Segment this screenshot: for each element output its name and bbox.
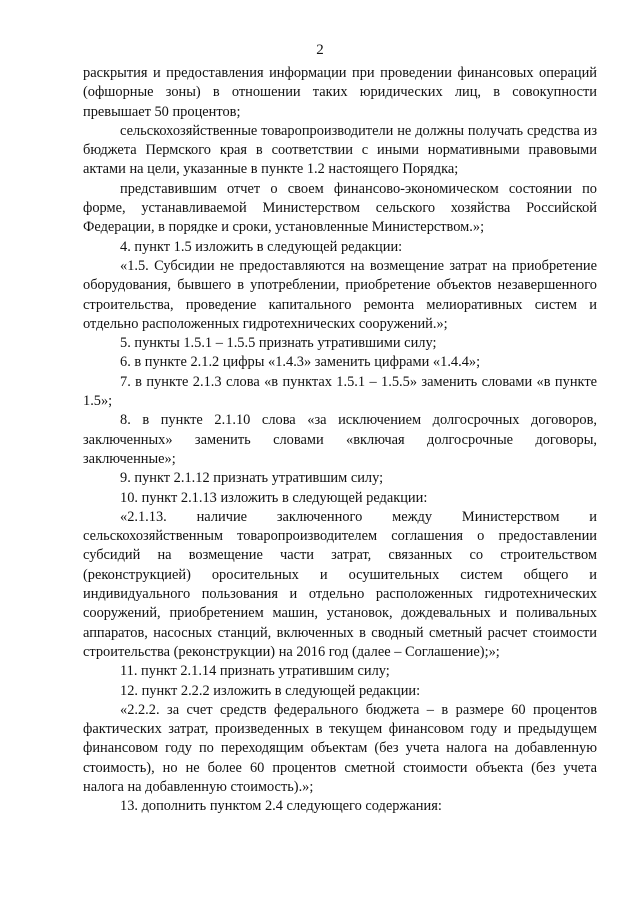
paragraph: 13. дополнить пунктом 2.4 следующего содержания: xyxy=(120,798,442,815)
paragraph: представившим отчет о своем финансово-экономическом состоянии по форме, устанавливаемой Министерством сельского хозяйства Российской Федерации, в порядке и сроки, установленные Министерством.»; xyxy=(83,180,597,236)
paragraph: 9. пункт 2.1.12 признать утратившим силу; xyxy=(120,470,384,487)
paragraph: 5. пункты 1.5.1 – 1.5.5 признать утратившими силу; xyxy=(120,335,437,352)
paragraph: «2.2.2. за счет средств федерального бюджета – в размере 60 процентов фактических затрат, произведенных в текущем финансовом году и предыдущем финансовом году по переходящим объектам (без учета налога на добавленную стоимость), но не более 60 процентов сметной стоимости объекта (без учета налога на добавленную стоимость).»; xyxy=(83,701,597,795)
paragraph: 12. пункт 2.2.2 изложить в следующей редакции: xyxy=(120,682,421,699)
paragraph: 6. в пункте 2.1.2 цифры «1.4.3» заменить цифрами «1.4.4»; xyxy=(120,354,481,371)
paragraph: 4. пункт 1.5 изложить в следующей редакции: xyxy=(120,238,403,255)
page-number: 2 xyxy=(316,42,324,58)
document-body xyxy=(83,64,597,817)
paragraph: 11. пункт 2.1.14 признать утратившим силу; xyxy=(120,663,390,680)
paragraph: «1.5. Субсидии не предоставляются на возмещение затрат на приобретение оборудования, бывшего в употреблении, приобретение объектов незавершенного строительства, проведение капитального ремонта мелиоративных систем и отдельно расположенных гидротехнических сооружений.»; xyxy=(83,257,597,332)
paragraph: сельскохозяйственные товаропроизводители не должны получать средства из бюджета Пермского края в соответствии с иными нормативными правовыми актами на цели, указанные в пункте 1.2 настоящего Порядка; xyxy=(83,122,597,178)
paragraph: раскрытия и предоставления информации при проведении финансовых операций (офшорные зоны) в отношении таких юридических лиц, в совокупности превышает 50 процентов; xyxy=(83,65,597,120)
paragraph: 7. в пункте 2.1.3 слова «в пунктах 1.5.1 – 1.5.5» заменить словами «в пункте 1.5»; xyxy=(83,373,597,410)
paragraph: «2.1.13. наличие заключенного между Министерством и сельскохозяйственным товаропроизводителем соглашения о предоставлении субсидий на возмещение части затрат, связанных со строительством (реконструкцией) оросительных и осушительных систем общего и индивидуального пользования и отдельно расположенных гидротехнических сооружений, приобретением машин, установок, дождевальных и поливальных аппаратов, насосных станций, включенных в сводный сметный расчет стоимости строительства (реконструкции) на 2016 год (далее – Соглашение);»; xyxy=(83,508,597,660)
paragraph: 8. в пункте 2.1.10 слова «за исключением долгосрочных договоров, заключенных» заменить словами «включая долгосрочные договоры, заключенные»; xyxy=(83,412,597,467)
paragraph: 10. пункт 2.1.13 изложить в следующей редакции: xyxy=(120,489,428,506)
